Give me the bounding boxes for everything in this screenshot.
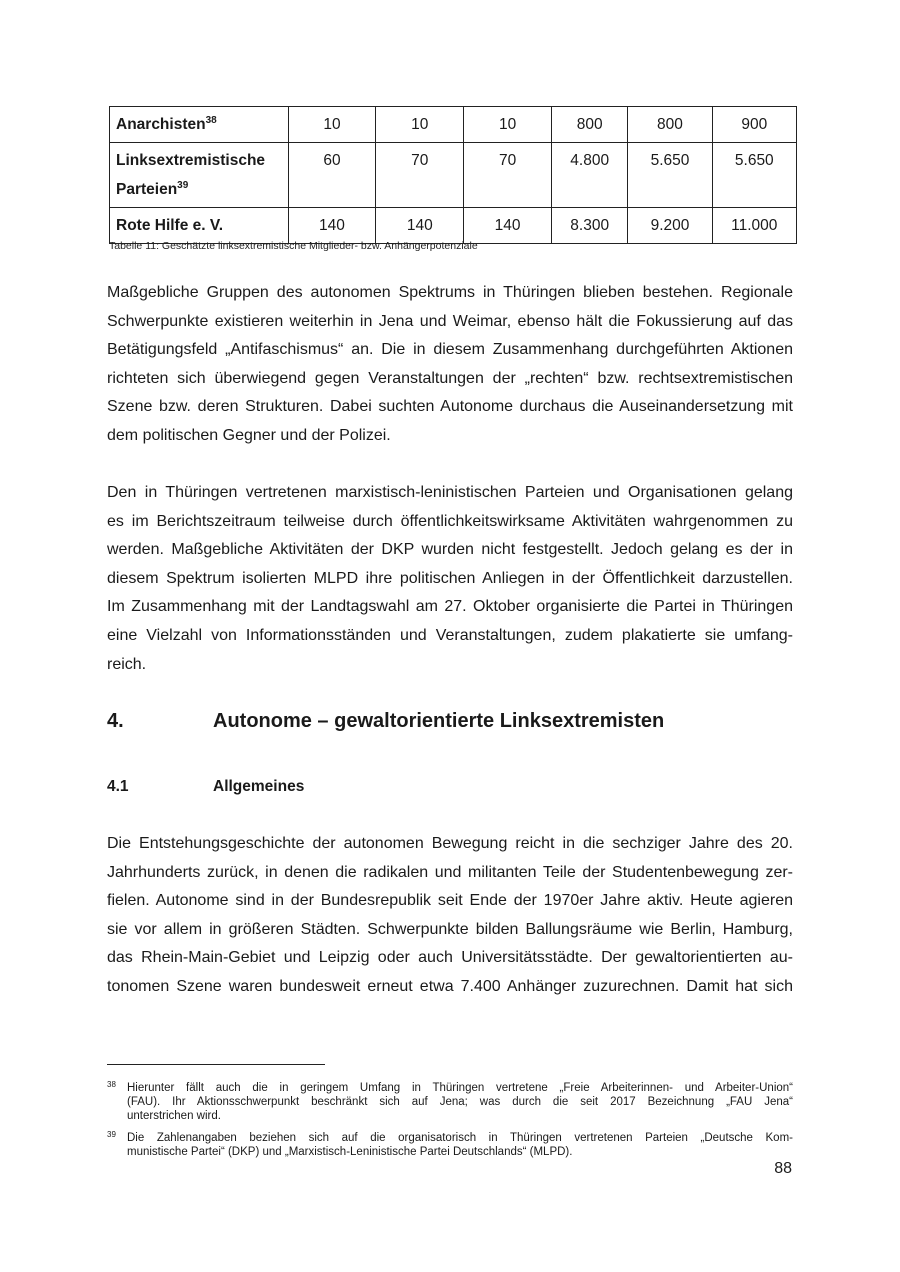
text-line: Jahrhunderts zurück, in denen die radikalen und militanten Teile der Studentenbewegung zer- (107, 863, 793, 881)
table-row (110, 107, 797, 143)
row-label: Linksextremistische Parteien$^{39}$ (110, 143, 289, 208)
subsection-title: Allgemeines (213, 778, 305, 795)
table-cell: 9.200 (628, 208, 712, 244)
footnote-text (127, 1131, 793, 1159)
row-label: Anarchisten$^{38}$ (110, 107, 289, 143)
text-line: munistische Partei“ (DKP) und „Marxistisch-Leninistische Partei Deutschlands“ (MLPD). (127, 1146, 573, 1158)
text-line: Betätigungsfeld „Antifaschismus“ an. Die in diesem Zusammenhang durchgeführten Aktionen (107, 341, 793, 359)
table-cell: 4.800 (551, 143, 627, 208)
table-cell: 60 (288, 143, 376, 208)
text-line: Im Zusammenhang mit der Landtagswahl am 27. Oktober organisierte die Partei in Thüringen (107, 598, 793, 616)
text-line: (FAU). Ihr Aktionsschwerpunkt beschränkt sich auf Jena; was durch die seit 2017 Bezeichnung „FAU Jena“ (127, 1096, 793, 1108)
text-line: reich. (107, 655, 147, 673)
paragraph-ml-parties (107, 479, 793, 679)
page-number: 88 (774, 1160, 792, 1177)
table-cell: 140 (464, 208, 552, 244)
text-line: fielen. Autonome sind in der Bundesrepublik seit Ende der 1970er Jahre aktiv. Heute agieren (107, 892, 793, 910)
text-line: werden. Maßgebliche Aktivitäten der DKP wurden nicht festgestellt. Jedoch gelang es der in (107, 541, 793, 559)
table-cell: 70 (376, 143, 464, 208)
paragraph-history (107, 830, 793, 1002)
footnote-ref[interactable]: 39 (177, 179, 189, 191)
text-line: dem politischen Gegner und der Polizei. (107, 426, 391, 444)
text-line: Szene bzw. deren Strukturen. Dabei suchten Autonome durchaus die Auseinandersetzung mit (107, 398, 793, 416)
table-cell: 10 (376, 107, 464, 143)
text-line: tonomen Szene waren bundesweit erneut etwa 7.400 Anhänger zuzurechnen. Damit hat sich (107, 977, 793, 995)
text-line: Schwerpunkte existieren weiterhin in Jena und Weimar, ebenso hält die Fokussierung auf das (107, 312, 793, 330)
text-line: das Rhein-Main-Gebiet und Leipzig oder auch Universitätsstädte. Der gewaltorientierten au- (107, 949, 793, 967)
table-cell: 140 (288, 208, 376, 244)
table-cell: 800 (628, 107, 712, 143)
footnote-38 (107, 1081, 793, 1123)
text-line: unterstrichen wird. (127, 1110, 221, 1122)
table-cell: 5.650 (712, 143, 796, 208)
footnote-39 (107, 1131, 793, 1159)
text-line: Die Zahlenangaben beziehen sich auf die organisatorisch in Thüringen vertretenen Parteien „Deutsche Kom- (127, 1132, 793, 1144)
table-cell: 10 (288, 107, 376, 143)
paragraph-autonome-groups (107, 279, 793, 451)
footnote-number: 39 (107, 1130, 116, 1139)
footnote-number: 38 (107, 1080, 116, 1089)
footnote-text (127, 1081, 793, 1123)
footnote-ref[interactable]: 38 (205, 114, 217, 126)
row-label: Rote Hilfe e. V. (110, 208, 289, 244)
text-line: Den in Thüringen vertretenen marxistisch-leninistischen Parteien und Organisationen gelang (107, 484, 793, 501)
table-cell: 8.300 (551, 208, 627, 244)
table-cell: 900 (712, 107, 796, 143)
table-row (110, 208, 797, 244)
table-cell: 140 (376, 208, 464, 244)
table-cell: 5.650 (628, 143, 712, 208)
text-line: es im Berichtszeitraum teilweise durch öffentlichkeitswirksame Aktivitäten wahrgenommen zu (107, 512, 793, 530)
section-number: 4. (107, 710, 124, 732)
text-line: sie vor allem in größeren Städten. Schwerpunkte bilden Ballungsräume wie Berlin, Hamburg, (107, 920, 793, 938)
subsection-number: 4.1 (107, 778, 129, 795)
footnote-divider (107, 1064, 325, 1065)
text-line: eine Vielzahl von Informationsständen und Veranstaltungen, zudem plakatierte sie umfang- (107, 626, 793, 644)
text-line: diesem Spektrum isolierten MLPD ihre politischen Anliegen in der Öffentlichkeit darzustellen. (107, 569, 793, 587)
section-title: Autonome – gewaltorientierte Linksextremisten (213, 710, 665, 732)
table-row (110, 143, 797, 208)
text-line: Die Entstehungsgeschichte der autonomen Bewegung reicht in die sechziger Jahre des 20. (107, 835, 793, 852)
table-cell: 800 (551, 107, 627, 143)
table-cell: 10 (464, 107, 552, 143)
text-line: Maßgebliche Gruppen des autonomen Spektrums in Thüringen blieben bestehen. Regionale (107, 284, 793, 301)
table-caption: Tabelle 11: Geschätzte linksextremistische Mitglieder- bzw. Anhängerpotenziale (109, 240, 478, 252)
table-cell: 11.000 (712, 208, 796, 244)
text-line: richteten sich überwiegend gegen Veranstaltungen der „rechten“ bzw. rechtsextremistischen (107, 369, 793, 387)
members-table (109, 106, 797, 244)
table-cell: 70 (464, 143, 552, 208)
text-line: Hierunter fällt auch die in geringem Umfang in Thüringen vertretene „Freie Arbeiterinnen- und Arbeiter-Union“ (127, 1082, 793, 1094)
